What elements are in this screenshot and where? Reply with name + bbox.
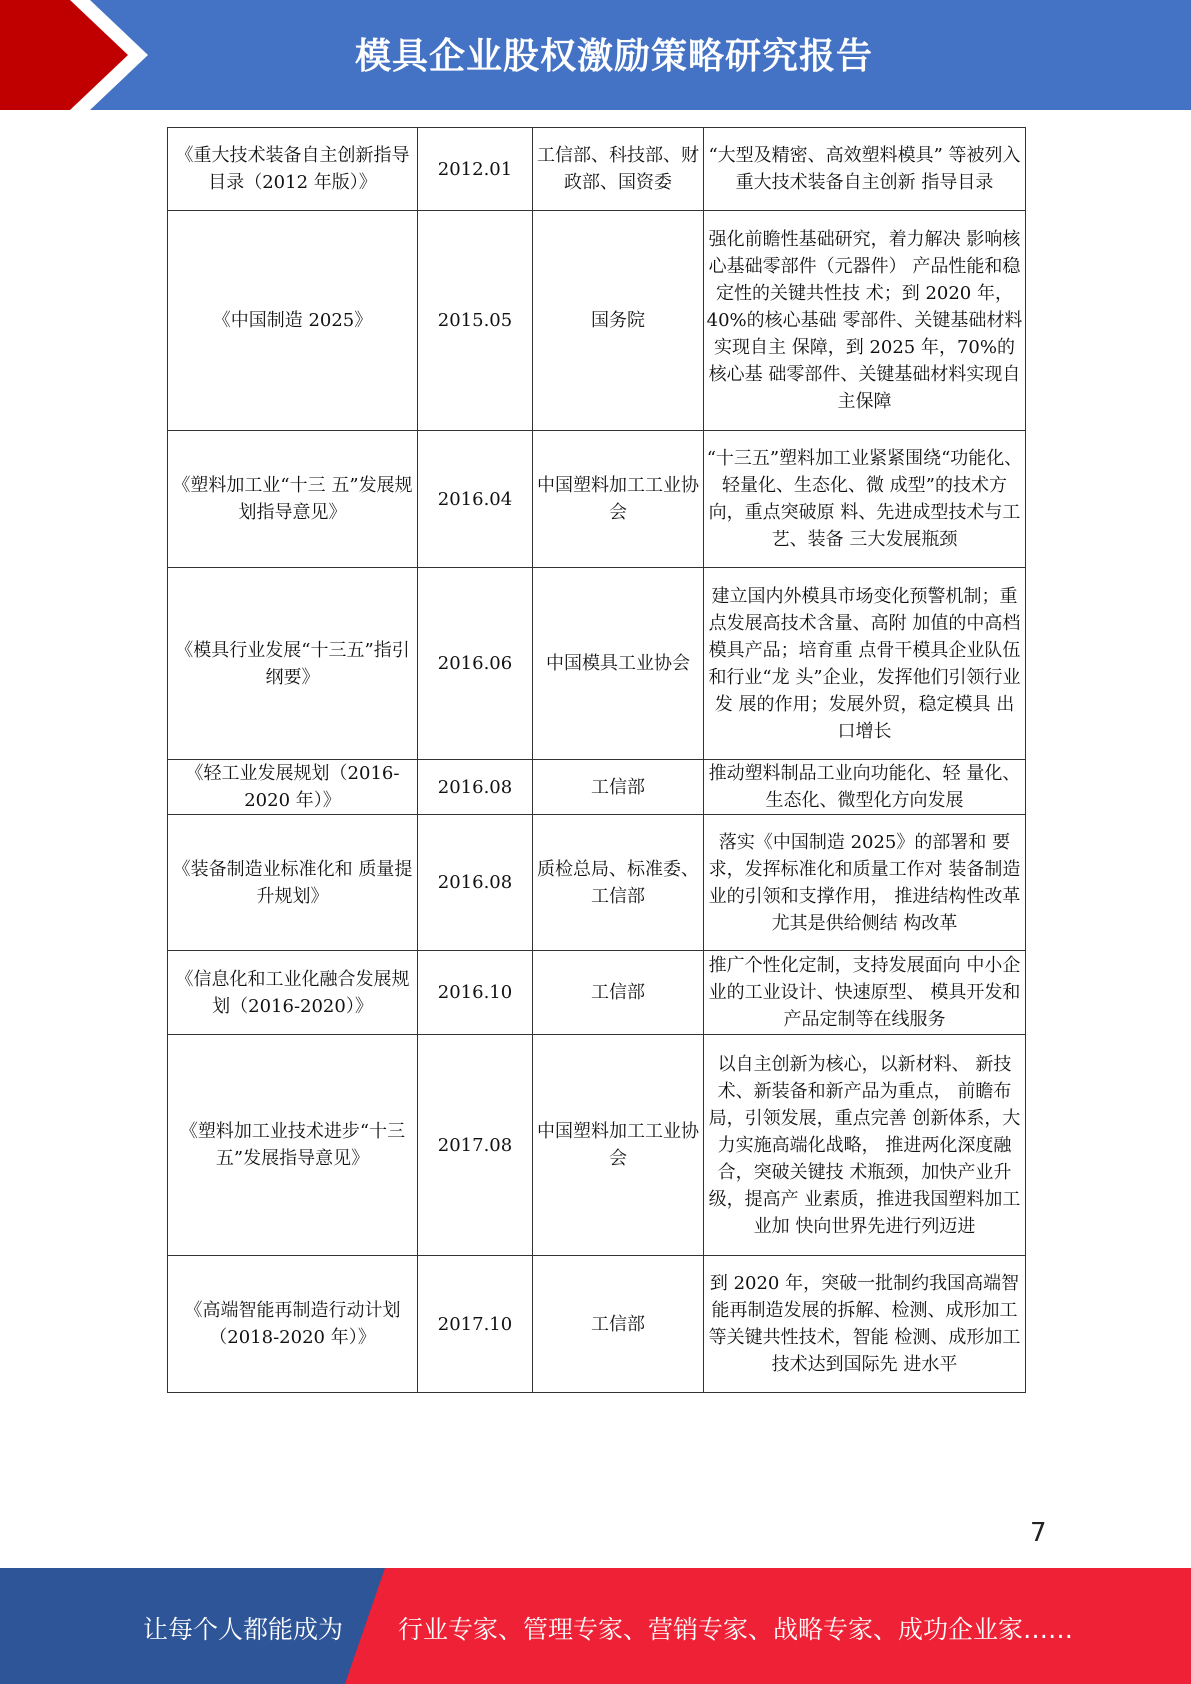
table-row bbox=[168, 431, 1026, 568]
table-row bbox=[168, 1256, 1026, 1393]
page-footer bbox=[0, 1568, 1191, 1684]
footer-slogan-left: 让每个人都能成为 bbox=[143, 1615, 344, 1644]
policy-desc-cell: 落实《中国制造 2025》的部署和 要求，发挥标准化和质量工作对 装备制造业的引领和支撑作用， 推进结构性改革尤其是供给侧结 构改革 bbox=[704, 815, 1026, 951]
policy-date-cell: 2017.08 bbox=[418, 1035, 533, 1256]
page-header bbox=[0, 0, 1191, 110]
policy-desc-cell: “大型及精密、高效塑料模具” 等被列入重大技术装备自主创新 指导目录 bbox=[704, 128, 1026, 211]
policy-date-cell: 2015.05 bbox=[418, 211, 533, 431]
policy-desc-cell: “十三五”塑料加工业紧紧围绕“功能化、轻量化、生态化、微 成型”的技术方向，重点突破原 料、先进成型技术与工艺、装备 三大发展瓶颈 bbox=[704, 431, 1026, 568]
policy-date-cell: 2016.10 bbox=[418, 951, 533, 1035]
policy-desc-cell: 推广个性化定制，支持发展面向 中小企业的工业设计、快速原型、 模具开发和产品定制等在线服务 bbox=[704, 951, 1026, 1035]
table-row bbox=[168, 128, 1026, 211]
policy-desc-cell: 强化前瞻性基础研究，着力解决 影响核心基础零部件（元器件） 产品性能和稳定性的关键共性技 术；到 2020 年，40%的核心基础 零部件、关键基础材料实现自主 保障，到 2025 年，70%的核心基 础零部件、关键基础材料实现自 主保障 bbox=[704, 211, 1026, 431]
policy-dept-cell: 国务院 bbox=[533, 211, 704, 431]
policy-date-cell: 2012.01 bbox=[418, 128, 533, 211]
policy-dept-cell: 工信部、科技部、财政部、国资委 bbox=[533, 128, 704, 211]
table-row bbox=[168, 568, 1026, 760]
policy-desc-cell: 到 2020 年，突破一批制约我国高端智能再制造发展的拆解、检测、成形加工等关键共性技术，智能 检测、成形加工技术达到国际先 进水平 bbox=[704, 1256, 1026, 1393]
policy-date-cell: 2016.04 bbox=[418, 431, 533, 568]
policy-dept-cell: 中国模具工业协会 bbox=[533, 568, 704, 760]
header-arrow-decoration bbox=[0, 0, 160, 110]
report-title: 模具企业股权激励策略研究报告 bbox=[355, 36, 874, 77]
policy-name-cell: 《塑料加工业“十三 五”发展规划指导意见》 bbox=[168, 431, 418, 568]
policy-desc-cell: 推动塑料制品工业向功能化、轻 量化、生态化、微型化方向发展 bbox=[704, 760, 1026, 815]
policy-name-cell: 《塑料加工业技术进步“十三五”发展指导意见》 bbox=[168, 1035, 418, 1256]
policy-name-cell: 《模具行业发展“十三五”指引纲要》 bbox=[168, 568, 418, 760]
policy-date-cell: 2016.08 bbox=[418, 760, 533, 815]
policy-name-cell: 《装备制造业标准化和 质量提升规划》 bbox=[168, 815, 418, 951]
policy-desc-cell: 建立国内外模具市场变化预警机制；重点发展高技术含量、高附 加值的中高档模具产品；培育重 点骨干模具企业队伍和行业“龙 头”企业，发挥他们引领行业发 展的作用；发展外贸，稳定模具 出口增长 bbox=[704, 568, 1026, 760]
policy-dept-cell: 中国塑料加工工业协会 bbox=[533, 431, 704, 568]
table-row bbox=[168, 760, 1026, 815]
policy-table bbox=[167, 127, 1026, 1393]
table-row bbox=[168, 1035, 1026, 1256]
page-number: 7 bbox=[1030, 1518, 1047, 1548]
policy-name-cell: 《轻工业发展规划（2016-2020 年）》 bbox=[168, 760, 418, 815]
policy-name-cell: 《重大技术装备自主创新指导目录（2012 年版）》 bbox=[168, 128, 418, 211]
policy-dept-cell: 工信部 bbox=[533, 951, 704, 1035]
policy-dept-cell: 中国塑料加工工业协会 bbox=[533, 1035, 704, 1256]
policy-name-cell: 《高端智能再制造行动计划（2018-2020 年）》 bbox=[168, 1256, 418, 1393]
policy-date-cell: 2016.08 bbox=[418, 815, 533, 951]
policy-dept-cell: 质检总局、标准委、工信部 bbox=[533, 815, 704, 951]
footer-slogan-right: 行业专家、管理专家、营销专家、战略专家、成功企业家…… bbox=[398, 1615, 1074, 1644]
policy-name-cell: 《中国制造 2025》 bbox=[168, 211, 418, 431]
policy-dept-cell: 工信部 bbox=[533, 760, 704, 815]
table-row bbox=[168, 951, 1026, 1035]
policy-date-cell: 2017.10 bbox=[418, 1256, 533, 1393]
table-row bbox=[168, 211, 1026, 431]
table-row bbox=[168, 815, 1026, 951]
policy-name-cell: 《信息化和工业化融合发展规划（2016-2020）》 bbox=[168, 951, 418, 1035]
policy-date-cell: 2016.06 bbox=[418, 568, 533, 760]
policy-desc-cell: 以自主创新为核心，以新材料、 新技术、新装备和新产品为重点， 前瞻布局，引领发展，重点完善 创新体系，大力实施高端化战略， 推进两化深度融合，突破关键技 术瓶颈，加快产业升级，提高产 业素质，推进我国塑料加工业加 快向世界先进行列迈进 bbox=[704, 1035, 1026, 1256]
policy-dept-cell: 工信部 bbox=[533, 1256, 704, 1393]
